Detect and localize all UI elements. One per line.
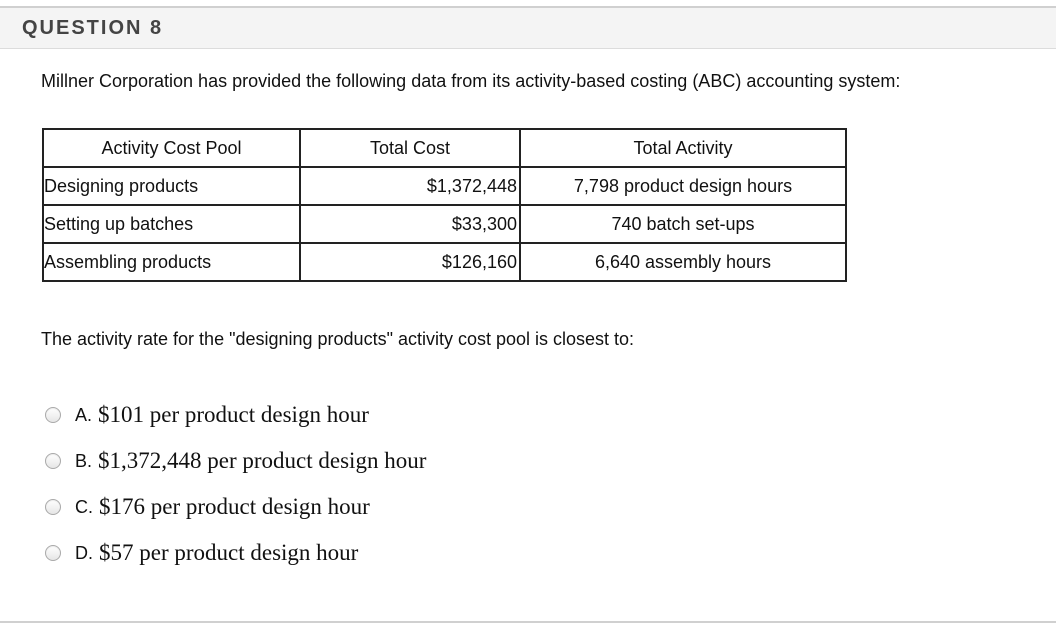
- header-divider: [0, 48, 1056, 49]
- option-a[interactable]: [45, 392, 426, 438]
- activity-cost-table: [42, 128, 847, 282]
- cell-cost: $33,300: [300, 205, 520, 243]
- answer-options: [45, 392, 426, 576]
- option-letter: C.: [75, 496, 93, 517]
- table-header-row: [43, 129, 846, 167]
- option-text: $57 per product design hour: [99, 540, 359, 565]
- question-title: QUESTION 8: [22, 17, 164, 39]
- option-text: $101 per product design hour: [98, 402, 369, 427]
- cell-activity: 740 batch set-ups: [520, 205, 846, 243]
- radio-button-a[interactable]: [45, 407, 61, 423]
- cell-pool: Designing products: [43, 167, 300, 205]
- option-b[interactable]: [45, 438, 426, 484]
- option-text: $1,372,448 per product design hour: [98, 448, 427, 473]
- table-row: [43, 167, 846, 205]
- cell-pool: Assembling products: [43, 243, 300, 281]
- radio-button-c[interactable]: [45, 499, 61, 515]
- option-c[interactable]: [45, 484, 426, 530]
- option-text: $176 per product design hour: [99, 494, 370, 519]
- header-total-cost: Total Cost: [300, 129, 520, 167]
- question-intro: Millner Corporation has provided the following data from its activity-based costing (ABC) accounting system:: [41, 71, 901, 91]
- radio-button-b[interactable]: [45, 453, 61, 469]
- radio-button-d[interactable]: [45, 545, 61, 561]
- table-row: [43, 205, 846, 243]
- cell-activity: 7,798 product design hours: [520, 167, 846, 205]
- option-letter: D.: [75, 542, 93, 563]
- table-row: [43, 243, 846, 281]
- cell-cost: $126,160: [300, 243, 520, 281]
- question-prompt: The activity rate for the "designing products" activity cost pool is closest to:: [41, 329, 635, 349]
- header-total-activity: Total Activity: [520, 129, 846, 167]
- cell-activity: 6,640 assembly hours: [520, 243, 846, 281]
- option-d[interactable]: [45, 530, 426, 576]
- cell-cost: $1,372,448: [300, 167, 520, 205]
- option-letter: A.: [75, 404, 93, 425]
- header-activity-cost-pool: Activity Cost Pool: [43, 129, 300, 167]
- cell-pool: Setting up batches: [43, 205, 300, 243]
- option-letter: B.: [75, 450, 93, 471]
- bottom-divider: [0, 621, 1056, 623]
